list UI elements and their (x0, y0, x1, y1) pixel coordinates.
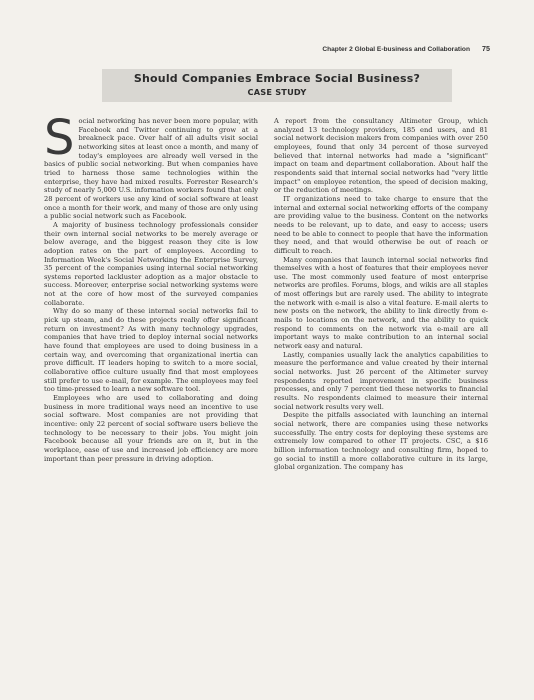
paragraph: Many companies that launch internal social networks find themselves with a host of features that their employees never use. The most commonly used feature of most enterprise networks are profiles. Forums, blogs, and wikis are all staples of most offerings but are rarely used. The ability to integrate the network with e-mail is also a vital feature. E-mail alerts to new posts on the network, the ability to link directly from e-mails to locations on the network, and the ability to quick respond to comments on the network via e-mail are all important ways to make contribution to an internal social network easy and natural. (274, 255, 488, 351)
section-label: CASE STUDY (247, 87, 307, 97)
paragraph: A report from the consultancy Altimeter Group, which analyzed 13 technology providers, 185 end users, and 81 social network decision makers from companies with over 250 employees, found that only 34 percent of those surveyed believed that internal networks had made a "significant" impact on team and department collaboration. About half the respondents said that internal social networks had "very little impact" on employee retention, the speed of decision making, or the reduction of meetings. (274, 117, 488, 195)
left-column (44, 110, 258, 677)
paragraph-text: ocial networking has never been more popular, with Facebook and Twitter continuing to grow at a breakneck pace. Over half of all adults visit social networking sites at least once a month, and many of today's employees are already well versed in the basics of public social networking. But when companies have tried to harness those same technologies within the enterprise, they have had mixed results. Forrester Research's study of nearly 5,000 U.S. information workers found that only 28 percent of workers use any kind of social software at least once a month for their work, and many of those are only using a public social network such as Facebook. (44, 117, 258, 221)
paragraph: Lastly, companies usually lack the analytics capabilities to measure the performance and value created by their internal social networks. Just 26 percent of the Altimeter survey respondents reported improvement in specific business processes, and only 7 percent tied these networks to financial results. No respondents claimed to measure their internal social network results very well. (274, 350, 488, 411)
paragraph (44, 110, 258, 221)
paragraph: Why do so many of these internal social networks fail to pick up steam, and do these projects really offer significant return on investment? As with many technology upgrades, companies that have tried to deploy internal social networks have found that employees are used to doing business in a certain way, and overcoming that organizational inertia can prove difficult. IT leaders hoping to switch to a more social, collaborative office culture usually find that most employees still prefer to use e-mail, for example. The employees may feel too time-pressed to learn a new software tool. (44, 307, 258, 394)
paragraph: Employees who are used to collaborating and doing business in more traditional ways need an incentive to use social software. Most companies are not providing that incentive: only 22 percent of social software users believe the technology to be necessary to their jobs. You might join Facebook because all your friends are on it, but in the workplace, ease of use and increased job efficiency are more important than peer pressure in driving adoption. (44, 394, 258, 463)
paragraph: IT organizations need to take charge to ensure that the internal and external social networking efforts of the company are providing value to the business. Content on the networks needs to be relevant, up to date, and easy to access; users need to be able to connect to people that have the information they need, and that would otherwise be out of reach or difficult to reach. (274, 194, 488, 255)
article-body (44, 110, 488, 677)
drop-cap: S (44, 110, 75, 166)
article-title: Should Companies Embrace Social Business? (133, 72, 421, 85)
paragraph: Despite the pitfalls associated with launching an internal social network, there are companies using these networks successfully. The entry costs for deploying these systems are extremely low compared to other IT projects. CSC, a $16 billion information technology and consulting firm, hoped to go social to instill a more collaborative culture in its large, global organization. The company has (274, 411, 488, 472)
right-column (274, 117, 488, 677)
paragraph: A majority of business technology professionals consider their own internal social networks to be merely average or below average, and the biggest reason they cite is low adoption rates on the part of employees. According to Information Week's Social Networking the Enterprise Survey, 35 percent of the companies using internal social networking systems reported lackluster adoption as a major obstacle to success. Moreover, enterprise social networking systems were not at the core of how most of the surveyed companies collaborate. (44, 220, 258, 307)
chapter-title: Chapter 2 Global E-business and Collaboration (322, 46, 470, 53)
page-number: 75 (482, 44, 490, 53)
page-header (322, 44, 490, 53)
case-study-banner (102, 69, 452, 102)
